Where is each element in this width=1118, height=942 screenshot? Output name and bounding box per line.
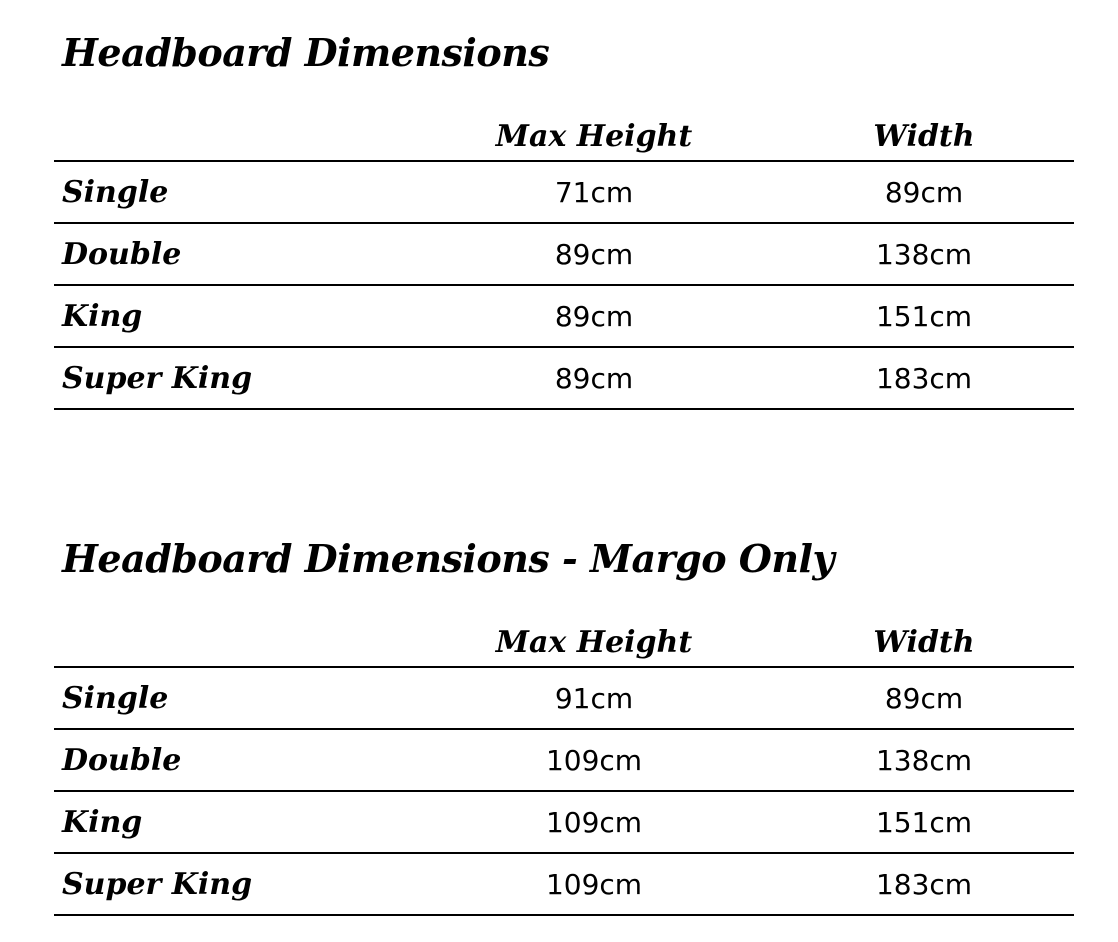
width-value: 183cm — [774, 347, 1074, 409]
table-row — [54, 667, 1074, 729]
table-row — [54, 347, 1074, 409]
section-title: Headboard Dimensions — [62, 30, 550, 75]
headboard-dimensions-section — [54, 24, 1074, 410]
size-column-header — [54, 86, 414, 161]
section-title: Headboard Dimensions - Margo Only — [62, 536, 835, 581]
size-label: King — [54, 791, 414, 853]
max-height-value: 89cm — [414, 285, 774, 347]
dimensions-table — [54, 86, 1074, 410]
width-value: 151cm — [774, 285, 1074, 347]
table-row — [54, 853, 1074, 915]
max-height-value: 109cm — [414, 853, 774, 915]
table-row — [54, 791, 1074, 853]
size-label: Single — [54, 161, 414, 223]
size-label: King — [54, 285, 414, 347]
size-label: Super King — [54, 347, 414, 409]
table-header-row — [54, 592, 1074, 667]
max-height-value: 89cm — [414, 347, 774, 409]
width-column-header: Width — [774, 592, 1074, 667]
margo-dimensions-section — [54, 530, 1074, 916]
max-height-value: 71cm — [414, 161, 774, 223]
table-header-row — [54, 86, 1074, 161]
max-height-value: 109cm — [414, 729, 774, 791]
width-value: 138cm — [774, 223, 1074, 285]
width-value: 151cm — [774, 791, 1074, 853]
width-value: 89cm — [774, 667, 1074, 729]
width-column-header: Width — [774, 86, 1074, 161]
width-value: 138cm — [774, 729, 1074, 791]
size-label: Single — [54, 667, 414, 729]
size-label: Double — [54, 729, 414, 791]
table-row — [54, 223, 1074, 285]
size-label: Super King — [54, 853, 414, 915]
table-row — [54, 285, 1074, 347]
max-height-column-header: Max Height — [414, 86, 774, 161]
max-height-column-header: Max Height — [414, 592, 774, 667]
table-row — [54, 729, 1074, 791]
max-height-value: 91cm — [414, 667, 774, 729]
max-height-value: 89cm — [414, 223, 774, 285]
size-label: Double — [54, 223, 414, 285]
size-column-header — [54, 592, 414, 667]
width-value: 89cm — [774, 161, 1074, 223]
table-row — [54, 161, 1074, 223]
max-height-value: 109cm — [414, 791, 774, 853]
width-value: 183cm — [774, 853, 1074, 915]
dimensions-table — [54, 592, 1074, 916]
